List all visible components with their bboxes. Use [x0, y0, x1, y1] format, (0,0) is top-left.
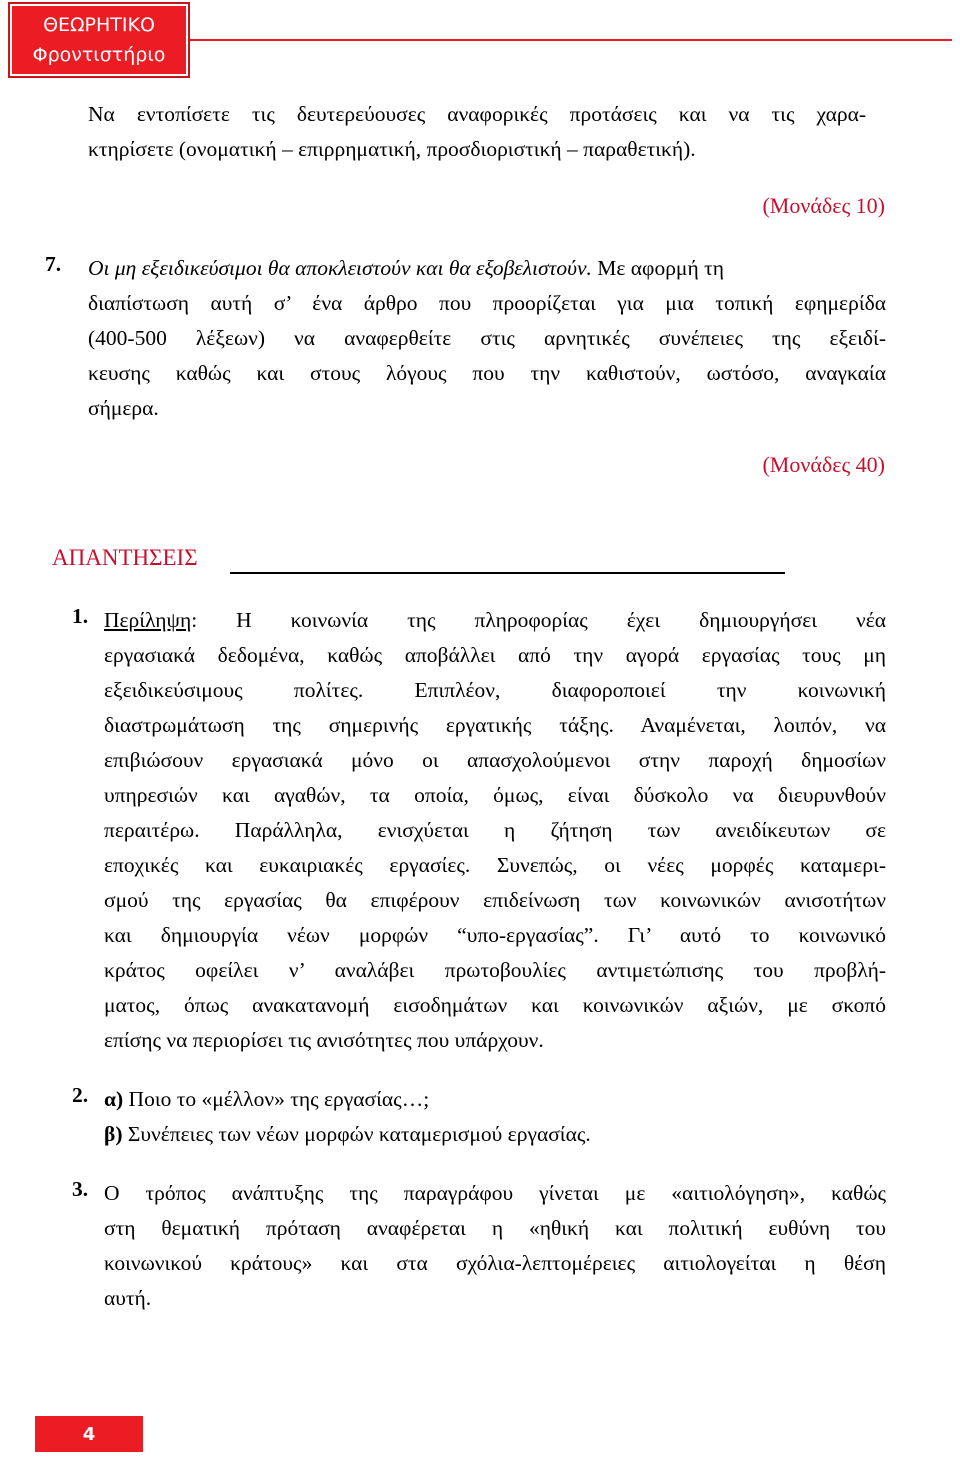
task6-marks: (Μονάδες 10) [762, 193, 885, 218]
answer1-line-1 [104, 603, 886, 638]
task7-number: 7. [45, 252, 62, 276]
answer1-line-1-text: : Η κοινωνία της πληροφορίας έχει δημιουργήσει νέα [191, 608, 886, 632]
brand-line-2: Φροντιστήριο [32, 44, 166, 66]
brand-logo [8, 2, 190, 78]
task6-line-1: Να εντοπίσετε τις δευτερεύουσες αναφορικές προτάσεις και να τις χαρα- [88, 102, 866, 126]
answer3-line-2: στη θεματική πρόταση αναφέρεται η «ηθική και πολιτική ευθύνη του [104, 1216, 886, 1240]
answer1-line-6: υπηρεσιών και αγαθών, τα οποία, όμως, είναι δύσκολο να διευρυνθούν [104, 783, 886, 807]
answer1-line-3: εξειδικεύσιμους πολίτες. Επιπλέον, διαφοροποιεί την κοινωνική [104, 678, 886, 702]
answer3-line-4: αυτή. [104, 1286, 152, 1310]
answer1-line-13: επίσης να περιορίσει τις ανισότητες που υπάρχουν. [104, 1028, 544, 1052]
answer2-a-text: Ποιο το «μέλλον» της εργασίας…; [123, 1087, 430, 1111]
task6-line-2: κτηρίσετε (ονοματική – επιρρηματική, προσδιοριστική – παραθετική). [88, 137, 696, 161]
answer2-a-label: α) [104, 1087, 124, 1111]
answer1-line-8: εποχικές και ευκαιριακές εργασίες. Συνεπώς, οι νέες μορφές καταμερι- [104, 853, 886, 877]
answer2-line-b [104, 1117, 591, 1152]
answer2-number: 2. [72, 1083, 89, 1107]
answer1-line-5: επιβιώσουν εργασιακά μόνο οι απασχολούμενοι στην παροχή δημοσίων [104, 748, 886, 772]
brand-line-1: ΘΕΩΡΗΤΙΚΟ [43, 14, 155, 36]
task7-line-1-rest: Με αφορμή τη [591, 256, 724, 280]
answer1-line-10: και δημιουργία νέων μορφών “υπο-εργασίας”. Γι’ αυτό το κοινωνικό [104, 923, 886, 947]
answer2-b-label: β) [104, 1122, 123, 1146]
answer1-line-11: κράτος οφείλει ν’ αναλάβει πρωτοβουλίες αντιμετώπισης του προβλή- [104, 958, 886, 982]
answer1-number: 1. [72, 604, 89, 628]
page-number-badge [35, 1416, 143, 1452]
task7-line-2: διαπίστωση αυτή σ’ ένα άρθρο που προορίζεται για μια τοπική εφημερίδα [88, 291, 886, 315]
page-number: 4 [82, 1423, 96, 1445]
answer3-line-3: κοινωνικού κράτους» και στα σχόλια-λεπτομέρειες αιτιολογείται η θέση [104, 1251, 886, 1275]
task7-marks: (Μονάδες 40) [762, 452, 885, 477]
task7-line-1 [88, 251, 724, 286]
answers-title: ΑΠΑΝΤΗΣΕΙΣ [52, 545, 198, 570]
answer2-b-text: Συνέπειες των νέων μορφών καταμερισμού εργασίας. [122, 1122, 591, 1146]
answer1-line-4: διαστρωμάτωση της σημερινής εργατικής τάξης. Αναμένεται, λοιπόν, να [104, 713, 886, 737]
answer1-line-9: σμού της εργασίας θα επιφέρουν επιδείνωση των κοινωνικών ανισοτήτων [104, 888, 886, 912]
answer2-line-a [104, 1082, 429, 1117]
answer1-line-12: ματος, όπως ανακατανομή εισοδημάτων και κοινωνικών αξιών, με σκοπό [104, 993, 886, 1017]
task7-line-4: κευσης καθώς και στους λόγους που την καθιστούν, ωστόσο, αναγκαία [88, 361, 886, 385]
answers-rule [230, 572, 785, 574]
answer1-line-2: εργασιακά δεδομένα, καθώς αποβάλλει από την αγορά εργασίας τους μη [104, 643, 886, 667]
task7-line-5: σήμερα. [88, 396, 159, 420]
header-rule [190, 39, 952, 41]
answer1-line-7: περαιτέρω. Παράλληλα, ενισχύεται η ζήτηση των ανειδίκευτων σε [104, 818, 886, 842]
answer1-label: Περίληψη [104, 608, 192, 632]
task7-line-3: (400-500 λέξεων) να αναφερθείτε στις αρνητικές συνέπειες της εξειδί- [88, 326, 886, 350]
task7-quote: Οι μη εξειδικεύσιμοι θα αποκλειστούν και θα εξοβελιστούν. [88, 256, 592, 280]
answer3-line-1: Ο τρόπος ανάπτυξης της παραγράφου γίνεται με «αιτιολόγηση», καθώς [104, 1181, 886, 1205]
answer3-number: 3. [72, 1177, 89, 1201]
